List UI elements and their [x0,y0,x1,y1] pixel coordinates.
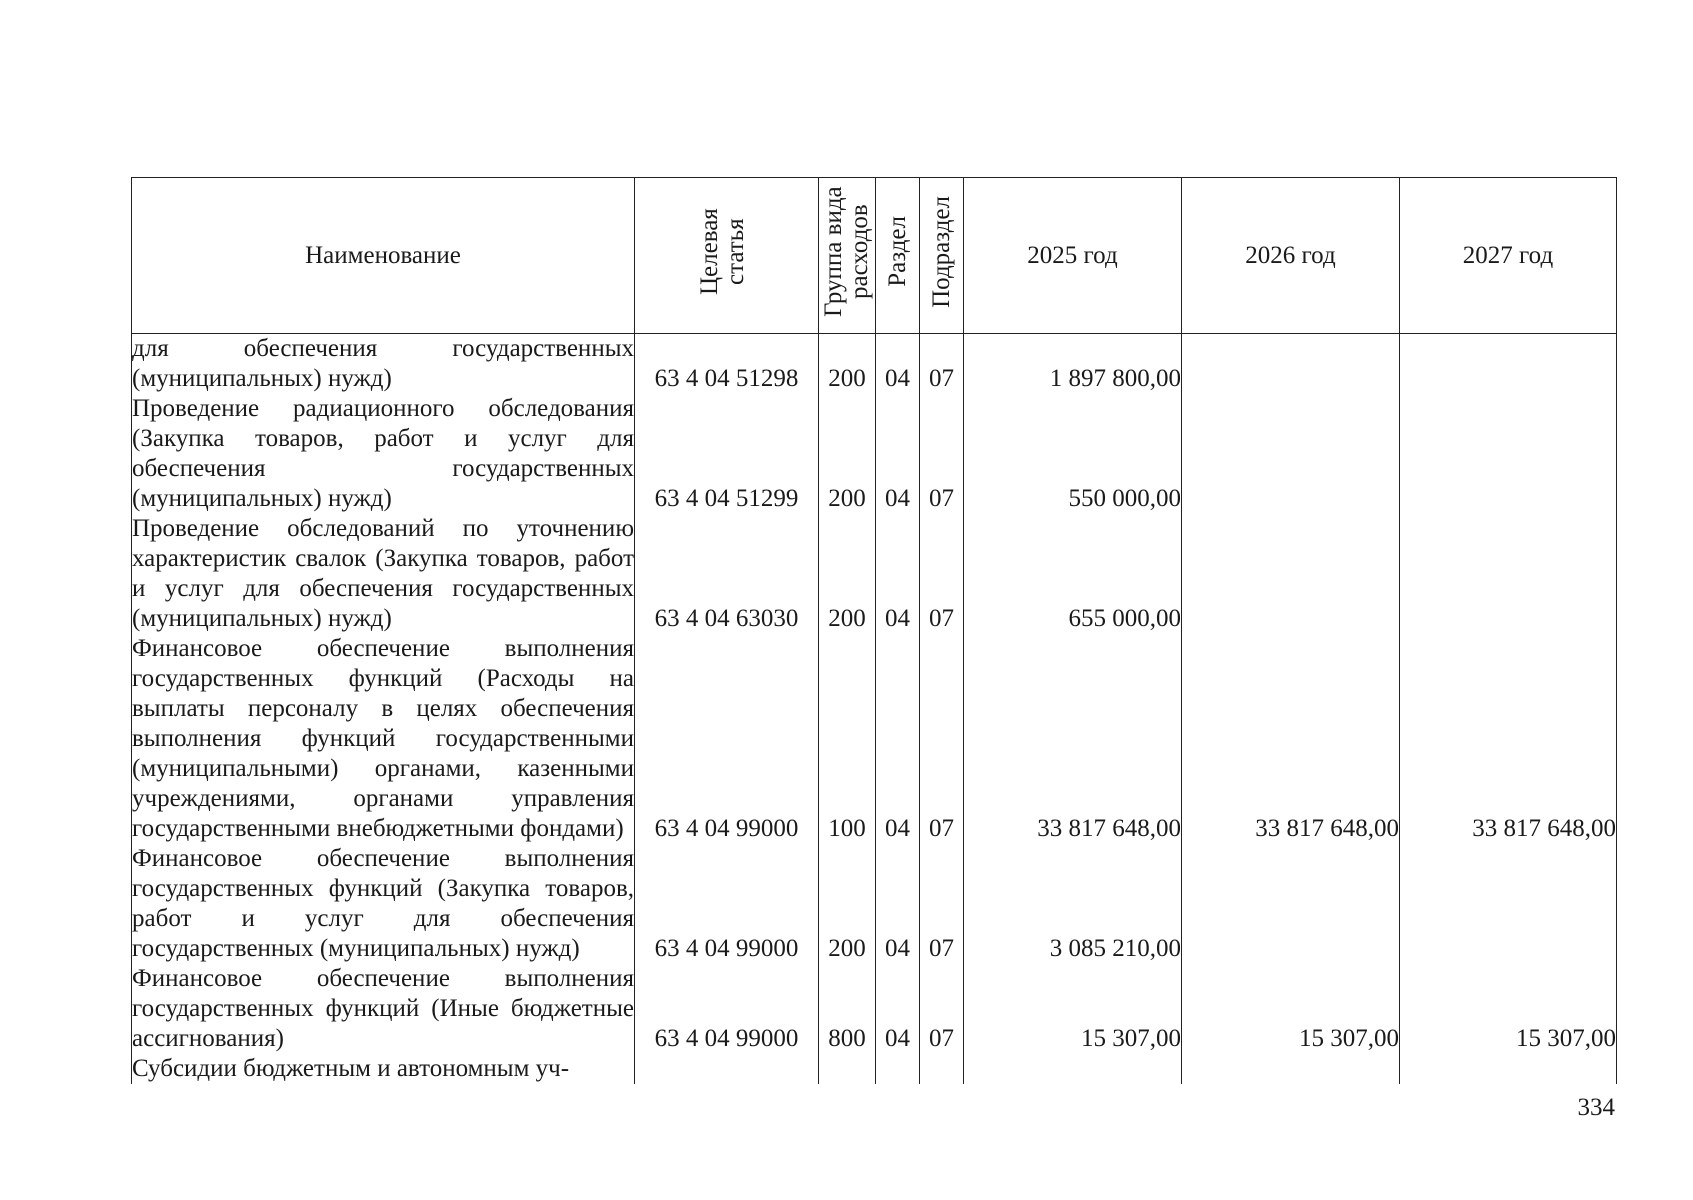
row-amount-2026 [1182,334,1400,395]
row-subsection: 07 [920,514,964,634]
row-section: 04 [876,634,920,844]
row-amount-2025: 550 000,00 [964,394,1182,514]
page-number: 334 [1577,1094,1615,1121]
table-row-continued [132,1054,1617,1084]
row-amount-2026 [1182,514,1400,634]
table-row [132,394,1617,514]
row-subsection: 07 [920,634,964,844]
row-expense-group: 200 [819,394,876,514]
row-target-article: 63 4 04 51299 [635,394,819,514]
table-row [132,634,1617,844]
row-section: 04 [876,334,920,395]
header-row [132,178,1617,334]
row-target-article: 63 4 04 63030 [635,514,819,634]
row-subsection: 07 [920,334,964,395]
row-amount-2025: 15 307,00 [964,964,1182,1054]
row-amount-2027: 15 307,00 [1400,964,1617,1054]
row-amount-2027 [1400,844,1617,964]
row-expense-group: 800 [819,964,876,1054]
empty-cell [635,1054,819,1084]
row-amount-2026 [1182,394,1400,514]
row-expense-group: 200 [819,844,876,964]
row-amount-2026: 15 307,00 [1182,964,1400,1054]
header-expense-group: Группа вида расходов [819,178,876,334]
empty-cell [964,1054,1182,1084]
row-expense-group: 200 [819,514,876,634]
header-2025: 2025 год [964,178,1182,334]
row-amount-2026 [1182,844,1400,964]
empty-cell [819,1054,876,1084]
row-name: Финансовое обеспечение выполнения государственных функций (Расходы на выплаты персоналу в целях обеспечения выполнения функций государственными (муниципальными) органами, казенными учреждениями, органами управления государственными внебюджетными фондами) [132,635,634,842]
budget-table [131,177,1617,1084]
row-subsection: 07 [920,394,964,514]
empty-cell [1400,1054,1617,1084]
row-amount-2025: 1 897 800,00 [964,334,1182,395]
row-amount-2027 [1400,394,1617,514]
row-expense-group: 200 [819,334,876,395]
row-section: 04 [876,844,920,964]
row-target-article: 63 4 04 99000 [635,634,819,844]
header-name: Наименование [132,178,635,334]
header-target-article: Целевая статья [635,178,819,334]
table-row [132,514,1617,634]
header-subsection: Подраздел [920,178,964,334]
row-target-article: 63 4 04 99000 [635,964,819,1054]
row-amount-2025: 33 817 648,00 [964,634,1182,844]
row-name: Финансовое обеспечение выполнения государственных функций (Закупка товаров, работ и услуг для обеспечения государственных (муниципальных) нужд) [132,845,634,962]
header-2027: 2027 год [1400,178,1617,334]
row-name: Проведение обследований по уточнению характеристик свалок (Закупка товаров, работ и услуг для обеспечения государственных (муниципальных) нужд) [132,515,634,632]
row-amount-2027 [1400,334,1617,395]
row-name: для обеспечения государственных (муниципальных) нужд) [132,335,634,392]
table-row [132,844,1617,964]
row-target-article: 63 4 04 51298 [635,334,819,395]
row-amount-2025: 3 085 210,00 [964,844,1182,964]
row-subsection: 07 [920,844,964,964]
table-row [132,964,1617,1054]
empty-cell [920,1054,964,1084]
row-section: 04 [876,514,920,634]
row-amount-2026: 33 817 648,00 [1182,634,1400,844]
empty-cell [876,1054,920,1084]
empty-cell [1182,1054,1400,1084]
header-section: Раздел [876,178,920,334]
row-subsection: 07 [920,964,964,1054]
table-row [132,334,1617,395]
row-name: Финансовое обеспечение выполнения государственных функций (Иные бюджетные ассигнования) [132,965,634,1052]
row-target-article: 63 4 04 99000 [635,844,819,964]
row-expense-group: 100 [819,634,876,844]
row-amount-2027 [1400,514,1617,634]
row-amount-2027: 33 817 648,00 [1400,634,1617,844]
row-name-continued: Субсидии бюджетным и автономным уч- [132,1054,635,1084]
row-name: Проведение радиационного обследования (Закупка товаров, работ и услуг для обеспечения государственных (муниципальных) нужд) [132,395,634,512]
row-section: 04 [876,394,920,514]
row-section: 04 [876,964,920,1054]
row-amount-2025: 655 000,00 [964,514,1182,634]
header-2026: 2026 год [1182,178,1400,334]
